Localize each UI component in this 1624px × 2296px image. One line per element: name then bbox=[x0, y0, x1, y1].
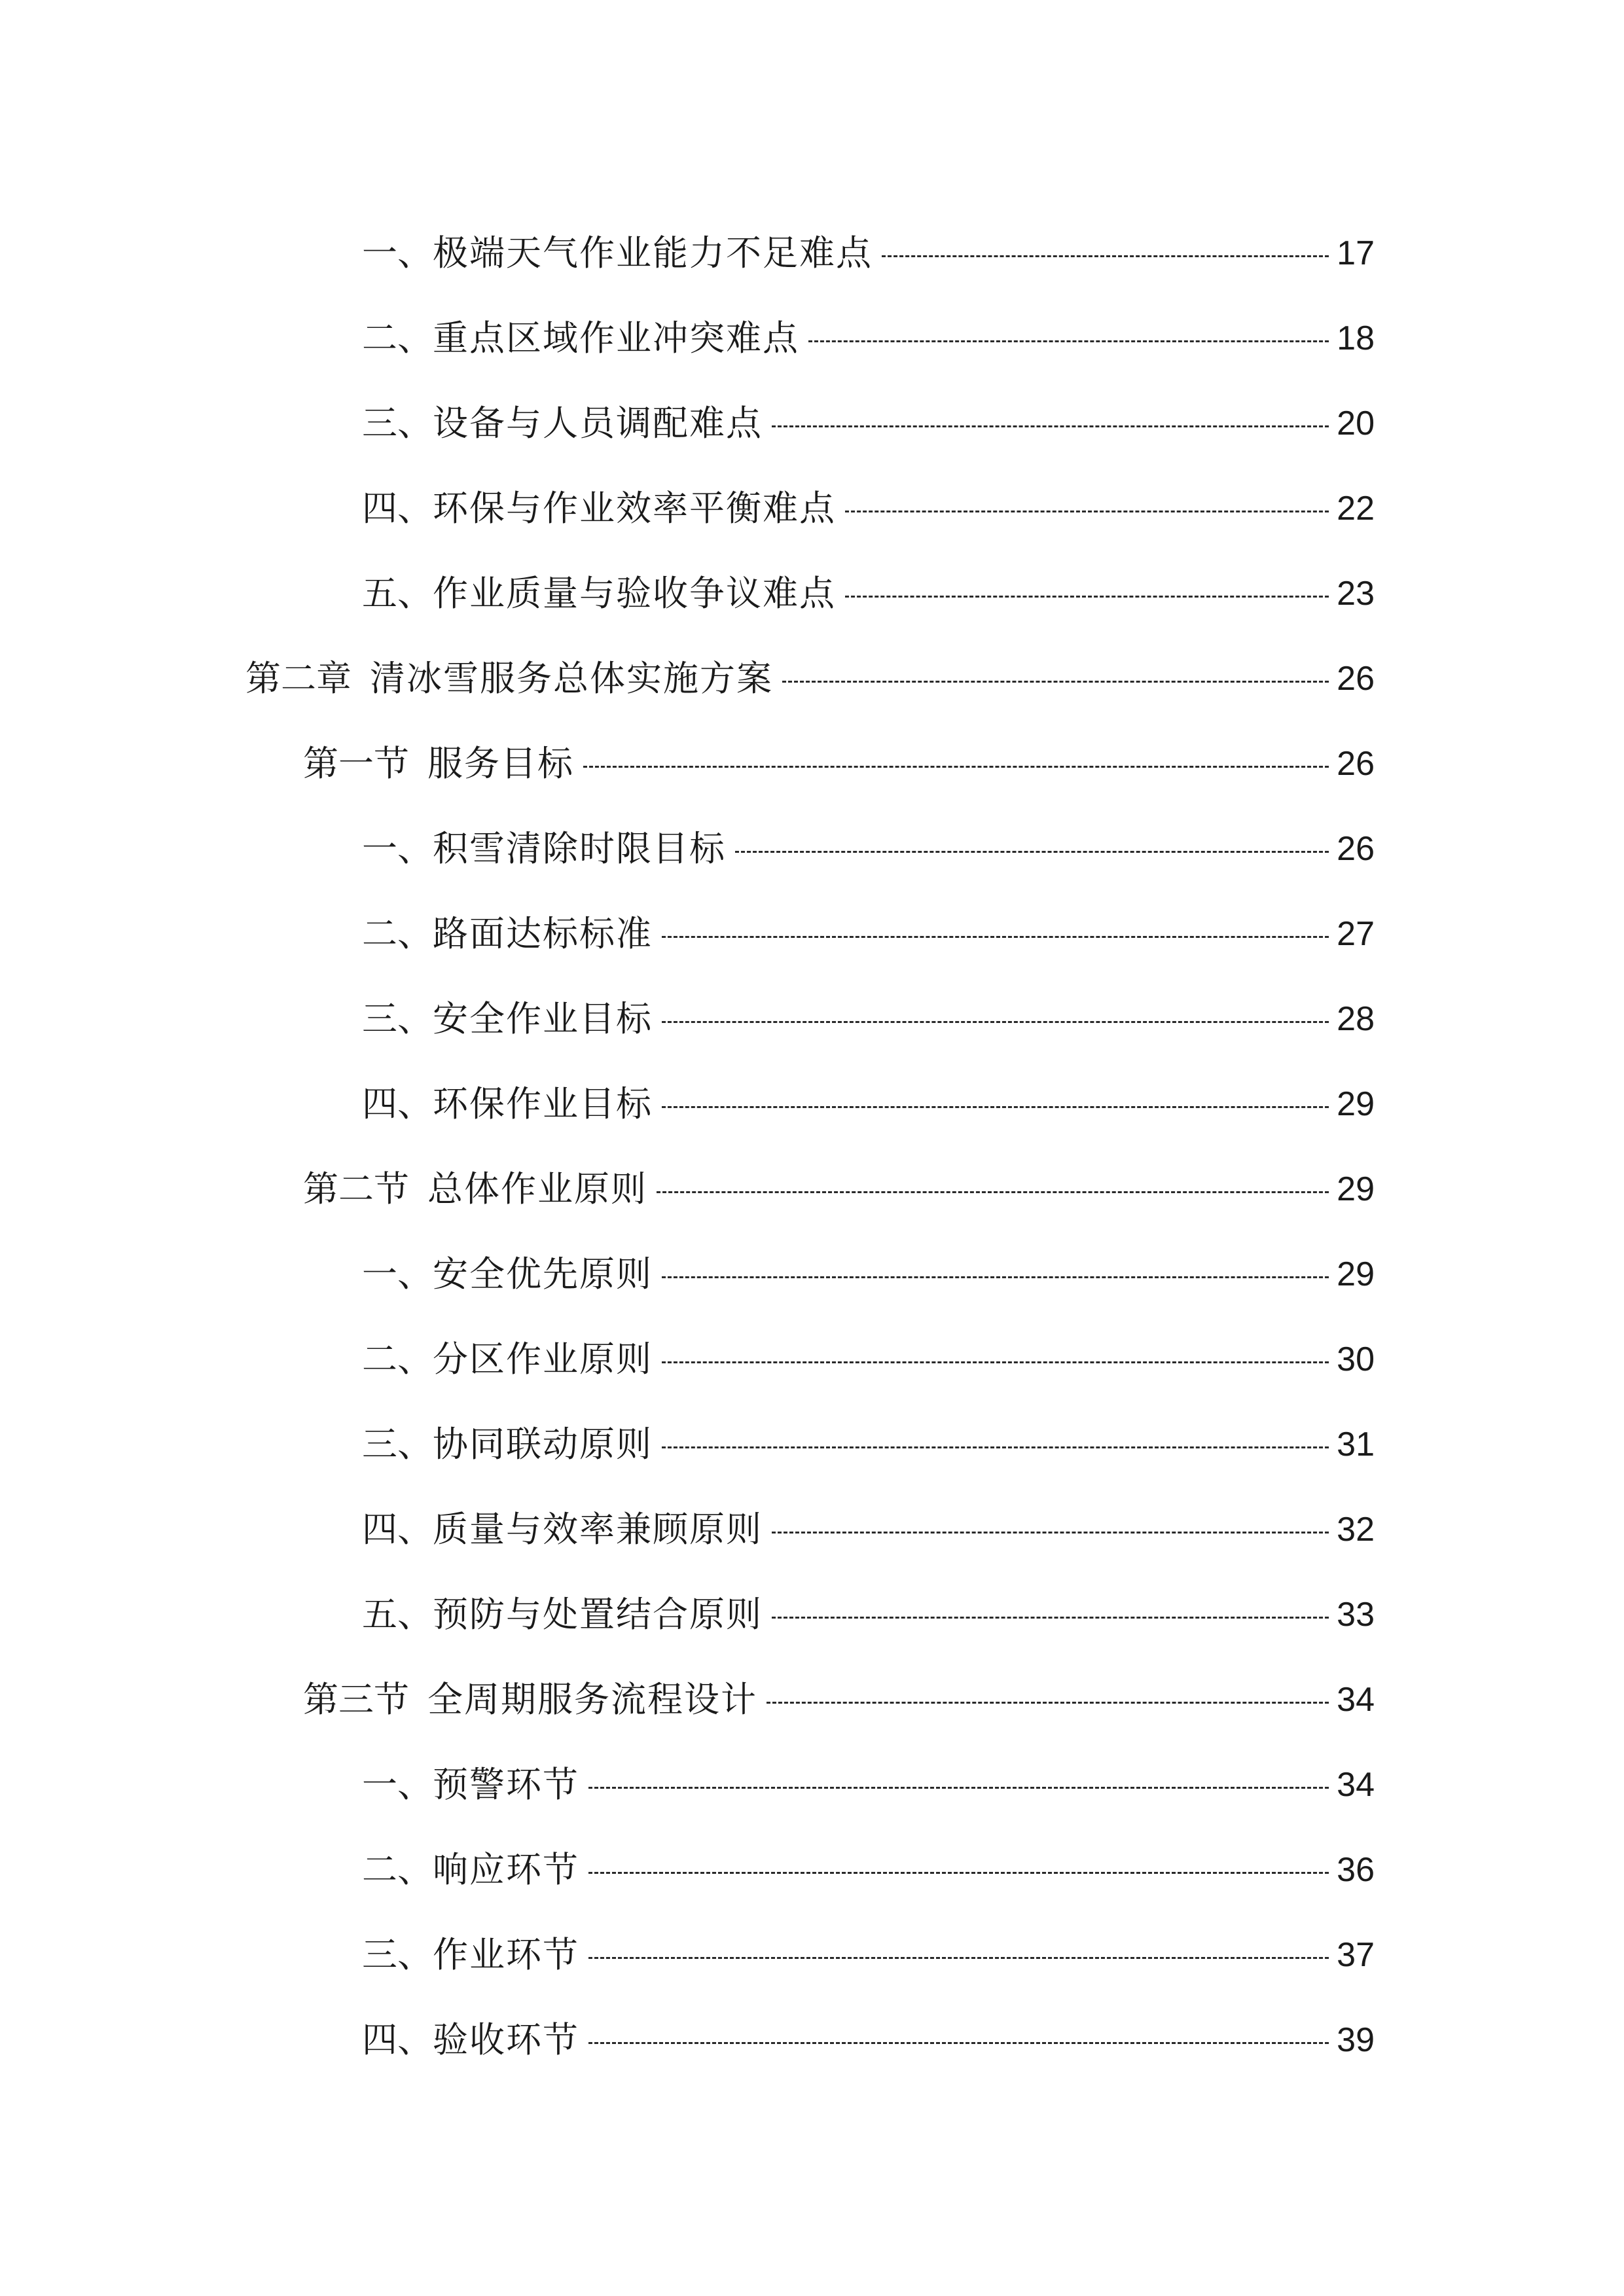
toc-entry-number: 二、 bbox=[362, 913, 433, 954]
toc-entry-title: 总体作业原则 bbox=[427, 1168, 647, 1210]
toc-page-number: 18 bbox=[1337, 319, 1375, 357]
toc-entry-title: 安全作业目标 bbox=[433, 998, 653, 1039]
toc-entry[interactable] bbox=[0, 1232, 1624, 1317]
toc-entry-number: 第二节 bbox=[303, 1168, 409, 1210]
toc-entry-number: 三、 bbox=[362, 1424, 433, 1465]
toc-entry-number: 三、 bbox=[362, 998, 433, 1039]
toc-entry[interactable] bbox=[0, 1402, 1624, 1487]
toc-leader-dots bbox=[767, 1702, 1329, 1704]
toc-leader-dots bbox=[882, 255, 1329, 257]
toc-entry[interactable] bbox=[0, 1317, 1624, 1402]
toc-leader-dots bbox=[662, 1446, 1329, 1448]
toc-leader-dots bbox=[588, 1787, 1329, 1789]
toc-entry-title: 协同联动原则 bbox=[433, 1424, 653, 1465]
toc-entry-title: 全周期服务流程设计 bbox=[427, 1679, 757, 1720]
toc-leader-dots bbox=[772, 425, 1329, 427]
toc-leader-dots bbox=[662, 1106, 1329, 1108]
toc-entry-number: 四、 bbox=[362, 488, 433, 529]
toc-leader-dots bbox=[588, 1872, 1329, 1874]
toc-leader-dots bbox=[782, 681, 1329, 683]
toc-entry-section[interactable] bbox=[0, 1657, 1624, 1742]
toc-page-number: 37 bbox=[1337, 1936, 1375, 1974]
toc-page-number: 31 bbox=[1337, 1426, 1375, 1463]
toc-entry-title: 路面达标标准 bbox=[433, 913, 653, 954]
toc-leader-dots bbox=[588, 1957, 1329, 1959]
toc-entry-number: 一、 bbox=[362, 1764, 433, 1805]
table-of-contents bbox=[0, 211, 1624, 2083]
toc-entry-title: 清冰雪服务总体实施方案 bbox=[370, 658, 773, 699]
toc-leader-dots bbox=[583, 766, 1329, 768]
toc-page-number: 28 bbox=[1337, 1000, 1375, 1038]
toc-entry-title: 质量与效率兼顾原则 bbox=[433, 1509, 763, 1550]
toc-entry-title: 验收环节 bbox=[433, 2019, 579, 2060]
toc-page-number: 29 bbox=[1337, 1170, 1375, 1208]
toc-entry-number: 三、 bbox=[362, 1934, 433, 1975]
toc-page-number: 17 bbox=[1337, 234, 1375, 272]
toc-entry[interactable] bbox=[0, 296, 1624, 381]
toc-entry-title: 重点区域作业冲突难点 bbox=[433, 317, 799, 359]
toc-entry-number: 四、 bbox=[362, 2019, 433, 2060]
toc-entry-number: 第二章 bbox=[245, 658, 352, 699]
toc-page-number: 36 bbox=[1337, 1851, 1375, 1889]
toc-leader-dots bbox=[662, 1021, 1329, 1023]
toc-entry[interactable] bbox=[0, 806, 1624, 891]
toc-entry-title: 积雪清除时限目标 bbox=[433, 828, 726, 869]
toc-leader-dots bbox=[588, 2042, 1329, 2044]
toc-entry-title: 极端天气作业能力不足难点 bbox=[433, 232, 873, 274]
toc-entry-section[interactable] bbox=[0, 1147, 1624, 1232]
toc-entry-title: 响应环节 bbox=[433, 1849, 579, 1890]
toc-page-number: 34 bbox=[1337, 1681, 1375, 1719]
toc-entry[interactable] bbox=[0, 1742, 1624, 1827]
toc-entry-number: 一、 bbox=[362, 828, 433, 869]
toc-leader-dots bbox=[662, 1361, 1329, 1363]
toc-page-number: 27 bbox=[1337, 915, 1375, 953]
toc-entry-title: 环保作业目标 bbox=[433, 1083, 653, 1124]
toc-entry-title: 设备与人员调配难点 bbox=[433, 403, 763, 444]
toc-entry-number: 第一节 bbox=[303, 743, 409, 784]
toc-entry[interactable] bbox=[0, 1912, 1624, 1998]
toc-entry-number: 四、 bbox=[362, 1083, 433, 1124]
toc-leader-dots bbox=[845, 596, 1329, 598]
toc-entry-title: 预警环节 bbox=[433, 1764, 579, 1805]
toc-entry[interactable] bbox=[0, 891, 1624, 977]
toc-entry-number: 一、 bbox=[362, 232, 433, 274]
toc-entry-title: 分区作业原则 bbox=[433, 1338, 653, 1380]
toc-entry-chapter[interactable] bbox=[0, 636, 1624, 721]
toc-entry[interactable] bbox=[0, 551, 1624, 636]
toc-entry-title: 服务目标 bbox=[427, 743, 574, 784]
toc-entry[interactable] bbox=[0, 1572, 1624, 1657]
toc-leader-dots bbox=[845, 511, 1329, 512]
toc-entry-number: 五、 bbox=[362, 1594, 433, 1635]
toc-leader-dots bbox=[808, 340, 1329, 342]
toc-entry[interactable] bbox=[0, 211, 1624, 296]
toc-entry-title: 预防与处置结合原则 bbox=[433, 1594, 763, 1635]
toc-page-number: 30 bbox=[1337, 1340, 1375, 1378]
toc-entry[interactable] bbox=[0, 1487, 1624, 1572]
toc-leader-dots bbox=[772, 1617, 1329, 1619]
toc-page-number: 26 bbox=[1337, 830, 1375, 868]
toc-page-number: 26 bbox=[1337, 745, 1375, 783]
toc-entry-number: 二、 bbox=[362, 1849, 433, 1890]
toc-entry-title: 环保与作业效率平衡难点 bbox=[433, 488, 836, 529]
toc-page-number: 32 bbox=[1337, 1511, 1375, 1549]
toc-leader-dots bbox=[657, 1191, 1329, 1193]
toc-entry-title: 作业环节 bbox=[433, 1934, 579, 1975]
toc-entry-number: 二、 bbox=[362, 1338, 433, 1380]
toc-page-number: 26 bbox=[1337, 660, 1375, 698]
toc-entry[interactable] bbox=[0, 1062, 1624, 1147]
toc-leader-dots bbox=[662, 936, 1329, 938]
toc-entry-number: 第三节 bbox=[303, 1679, 409, 1720]
toc-entry[interactable] bbox=[0, 466, 1624, 551]
toc-entry[interactable] bbox=[0, 381, 1624, 466]
toc-entry-number: 一、 bbox=[362, 1253, 433, 1295]
toc-page-number: 34 bbox=[1337, 1766, 1375, 1804]
toc-entry-section[interactable] bbox=[0, 721, 1624, 806]
toc-entry[interactable] bbox=[0, 1998, 1624, 2083]
toc-page-number: 22 bbox=[1337, 490, 1375, 528]
toc-page-number: 23 bbox=[1337, 575, 1375, 613]
toc-entry-number: 四、 bbox=[362, 1509, 433, 1550]
toc-leader-dots bbox=[735, 851, 1329, 853]
toc-entry[interactable] bbox=[0, 1827, 1624, 1912]
toc-page-number: 20 bbox=[1337, 404, 1375, 442]
toc-page-number: 29 bbox=[1337, 1255, 1375, 1293]
toc-page-number: 33 bbox=[1337, 1596, 1375, 1634]
toc-entry-title: 作业质量与验收争议难点 bbox=[433, 573, 836, 614]
toc-leader-dots bbox=[662, 1276, 1329, 1278]
toc-entry-number: 三、 bbox=[362, 403, 433, 444]
toc-leader-dots bbox=[772, 1532, 1329, 1534]
toc-entry-number: 五、 bbox=[362, 573, 433, 614]
toc-entry-number: 二、 bbox=[362, 317, 433, 359]
toc-page-number: 39 bbox=[1337, 2021, 1375, 2059]
toc-entry-title: 安全优先原则 bbox=[433, 1253, 653, 1295]
toc-page-number: 29 bbox=[1337, 1085, 1375, 1123]
toc-entry[interactable] bbox=[0, 977, 1624, 1062]
